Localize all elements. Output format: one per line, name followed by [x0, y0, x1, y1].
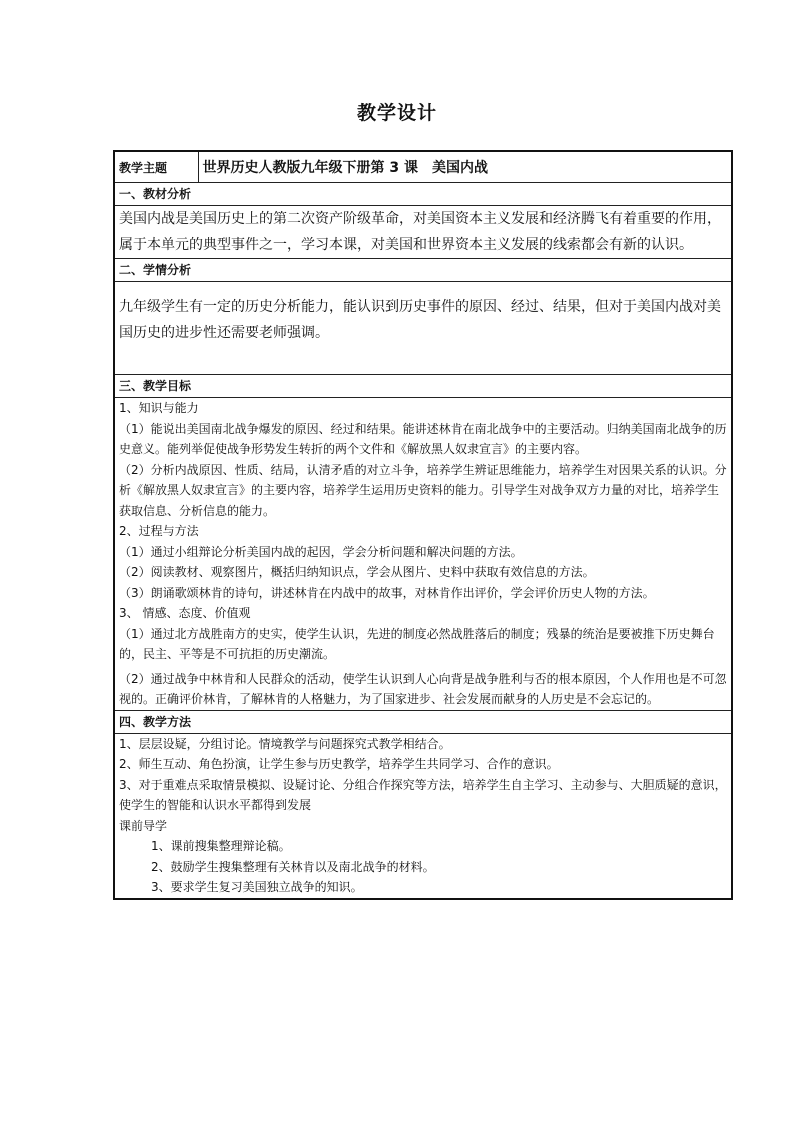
method-line: 1、层层设疑，分组讨论。情境教学与问题探究式教学相结合。: [119, 736, 451, 751]
methods-body: [114, 733, 732, 899]
objective-line: （1）通过小组辩论分析美国内战的起因，学会分析问题和解决问题的方法。: [119, 544, 523, 559]
student-analysis-text: 九年级学生有一定的历史分析能力，能认识到历史事件的原因、经过、结果，但对于美国内战对美国历史的进步性还需要老师强调。: [114, 282, 732, 375]
pre-class-item: 1、课前搜集整理辩论稿。: [151, 839, 291, 853]
objective-line: 3、 情感、态度、价值观: [119, 606, 251, 620]
material-analysis-body-row: [114, 206, 732, 259]
pre-class-item: 2、鼓励学生搜集整理有关林肯以及南北战争的材料。: [151, 859, 435, 874]
objective-line: （2）分析内战原因、性质、结局，认清矛盾的对立斗争，培养学生辨证思维能力，培养学生对因果关系的认识。分析《解放黑人奴隶宣言》的主要内容，培养学生运用历史资料的能力。引导学生对战争双方力量的对比，培养学生获取信息、分析信息的能力。: [119, 462, 727, 518]
topic-label: 教学主题: [114, 151, 198, 183]
method-line: 3、对于重难点采取情景模拟、设疑讨论、分组合作探究等方法，培养学生自主学习、主动参与、大胆质疑的意识，使学生的智能和认识水平都得到发展: [119, 777, 727, 812]
methods-heading-row: [114, 710, 732, 733]
objective-line: 1、知识与能力: [119, 401, 199, 415]
objectives-body: [114, 398, 732, 711]
material-analysis-heading-row: [114, 183, 732, 206]
objective-line: （2）阅读教材、观察图片，概括归纳知识点，学会从图片、史料中获取有效信息的方法。: [119, 565, 595, 579]
objective-line: 2、过程与方法: [119, 524, 199, 538]
objectives-body-row: [114, 398, 732, 711]
methods-heading: 四、教学方法: [114, 710, 732, 733]
method-line: 2、师生互动、角色扮演，让学生参与历史教学，培养学生共同学习、合作的意识。: [119, 757, 559, 771]
lesson-plan-table: [113, 150, 733, 900]
material-analysis-heading: 一、教材分析: [114, 183, 732, 206]
document-title: 教学设计: [356, 102, 437, 124]
objective-line: （2）通过战争中林肯和人民群众的活动，使学生认识到人心向背是战争胜利与否的根本原因，个人作用也是不可忽视的。正确评价林肯，了解林肯的人格魅力，为了国家进步、社会发展而献身的人历史是不会忘记的。: [119, 671, 727, 706]
objective-line: （1）通过北方战胜南方的史实，使学生认识，先进的制度必然战胜落后的制度；残暴的统治是要被推下历史舞台的，民主、平等是不可抗拒的历史潮流。: [119, 626, 715, 661]
student-analysis-heading: 二、学情分析: [114, 259, 732, 282]
objective-line: （3）朗诵歌颂林肯的诗句，讲述林肯在内战中的故事，对林肯作出评价，学会评价历史人物的方法。: [119, 585, 655, 600]
material-analysis-text: 美国内战是美国历史上的第二次资产阶级革命，对美国资本主义发展和经济腾飞有着重要的作用，属于本单元的典型事件之一，学习本课，对美国和世界资本主义发展的线索都会有新的认识。: [114, 206, 732, 259]
methods-body-row: [114, 733, 732, 899]
objective-line: （1）能说出美国南北战争爆发的原因、经过和结果。能讲述林肯在南北战争中的主要活动。归纳美国南北战争的历史意义。能列举促使战争形势发生转折的两个文件和《解放黑人奴隶宣言》的主要内容。: [119, 421, 727, 456]
student-analysis-heading-row: [114, 259, 732, 282]
objectives-heading: 三、教学目标: [114, 375, 732, 398]
topic-row: [114, 151, 732, 183]
pre-class-guide-label: 课前导学: [119, 818, 168, 833]
student-analysis-body-row: [114, 282, 732, 375]
topic-value: 世界历史人教版九年级下册第 3 课 美国内战: [198, 151, 732, 183]
pre-class-item: 3、要求学生复习美国独立战争的知识。: [151, 880, 363, 894]
objectives-heading-row: [114, 375, 732, 398]
